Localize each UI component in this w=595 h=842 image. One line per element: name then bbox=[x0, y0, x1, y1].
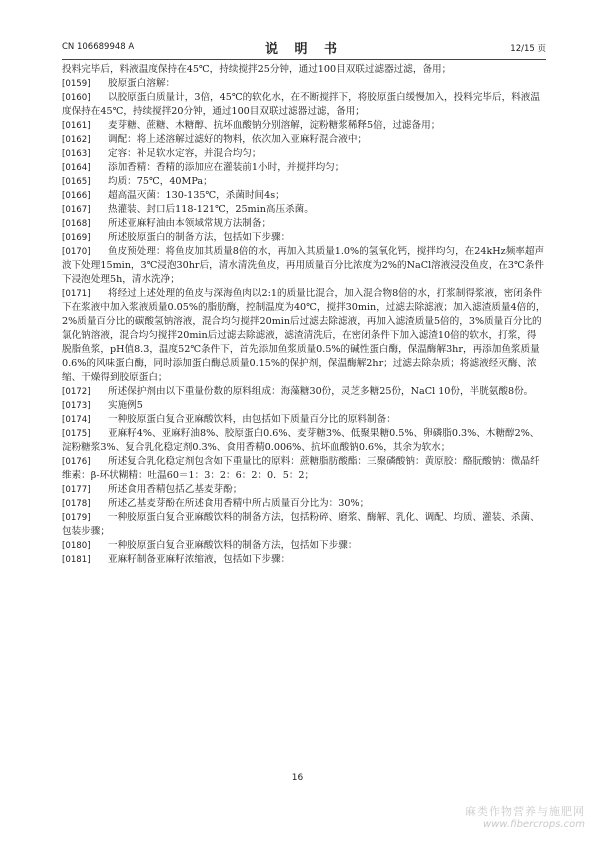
paragraph bbox=[62, 189, 546, 203]
paragraph-number: [0179] bbox=[62, 513, 91, 523]
paragraph-number: [0164] bbox=[62, 163, 91, 173]
watermark bbox=[465, 803, 585, 830]
paragraph-text: 均质：75℃，40MPa； bbox=[108, 176, 213, 187]
paragraph-text: 调配：将上述溶解过滤好的物料，依次加入亚麻籽混合液中； bbox=[108, 134, 368, 145]
paragraph bbox=[62, 553, 546, 567]
paragraph-text: 添加香精：香精的添加应在灌装前1小时，并搅拌均匀； bbox=[108, 162, 345, 173]
paragraph-text: 所述乙基麦芽酚在所述食用香精中所占质量百分比为：30%； bbox=[108, 498, 370, 509]
page-number: 16 bbox=[291, 773, 304, 783]
paragraph bbox=[62, 385, 546, 399]
paragraph-number: [0177] bbox=[62, 485, 91, 495]
paragraph-number: [0176] bbox=[62, 457, 91, 467]
paragraph-text: 实施例5 bbox=[108, 400, 143, 411]
paragraph bbox=[62, 455, 546, 483]
paragraph-text: 所述复合乳化稳定剂包含如下重量比的原料：蔗糖脂肪酸酯：三聚磷酸钠：黄原胶：酪朊酸钠：微晶纤维素：β-环状糊精：吐温60＝1：3：2：6：2：0．5：2； bbox=[62, 456, 540, 481]
watermark-url: www.fibercrops.com bbox=[483, 819, 585, 830]
paragraph-number: [0159] bbox=[62, 79, 91, 89]
paragraph bbox=[62, 287, 546, 385]
paragraph bbox=[62, 91, 546, 119]
paragraph-text: 所述食用香精包括乙基麦芽酚； bbox=[108, 484, 243, 495]
paragraph-number: [0171] bbox=[62, 289, 91, 299]
paragraph-text: 将经过上述处理的鱼皮与深海鱼肉以2:1的质量比混合，加入混合物8倍的水，打浆制得浆液，密闭条件下在浆液中加入浆液质量0.05%的脂肪酶，控制温度为40℃，搅拌30min，过滤去除滤液；加入滤渣质量4倍的，2%质量百分比的碳酸氢钠溶液，混合均匀搅拌20min后过滤去除滤液，再加入滤渣质量5倍的，3%质量百分比的氯化钠溶液，混合均匀搅拌20min后过滤去除滤液，滤渣清洗后，在密闭条件下加入滤渣10倍的软水，打浆，得脱脂鱼浆，pH值8.3，温度52℃条件下，首先添加鱼浆质量0.5%的碱性蛋白酶，保温酶解3hr，再添加鱼浆质量0.6%的风味蛋白酶，同时添加蛋白酶总质量0.15%的保护剂，保温酶解2hr；过滤去除杂质；将滤液经灭酶、浓缩、干燥得到胶原蛋白； bbox=[62, 288, 546, 383]
paragraph-text: 所述亚麻籽油由本领域常规方法制备； bbox=[108, 218, 272, 229]
paragraph bbox=[62, 399, 546, 413]
paragraph-number: [0168] bbox=[62, 219, 91, 229]
paragraph bbox=[62, 413, 546, 427]
paragraph-text: 所述保护剂由以下重量份数的原料组成：海藻糖30份，灵芝多糖25份，NaCl 10份，半胱氨酸8份。 bbox=[108, 386, 534, 397]
paragraph-number: [0178] bbox=[62, 499, 91, 509]
paragraph-text: 一种胶原蛋白复合亚麻酸饮料，由包括如下质量百分比的原料制备： bbox=[108, 414, 396, 425]
paragraph-text: 超高温灭菌：130-135℃，杀菌时间4s； bbox=[108, 190, 285, 201]
paragraph-number: [0173] bbox=[62, 401, 91, 411]
paragraph bbox=[62, 147, 546, 161]
paragraph-number: [0165] bbox=[62, 177, 91, 187]
paragraph bbox=[62, 119, 546, 133]
paragraph bbox=[62, 175, 546, 189]
paragraph bbox=[62, 77, 546, 91]
paragraph-number: [0181] bbox=[62, 555, 91, 565]
paragraph bbox=[62, 203, 546, 217]
patent-number: CN 106689948 A bbox=[62, 42, 135, 52]
paragraph-number: [0172] bbox=[62, 387, 91, 397]
header-rule bbox=[62, 59, 546, 60]
paragraph-number: [0166] bbox=[62, 191, 91, 201]
page-header bbox=[62, 40, 546, 58]
paragraph bbox=[62, 539, 546, 553]
paragraph bbox=[62, 245, 546, 287]
paragraph-text: 定容：补足软水定容，并混合均匀； bbox=[108, 148, 262, 159]
paragraph-text: 一种胶原蛋白复合亚麻酸饮料的制备方法，包括如下步骤： bbox=[108, 540, 358, 551]
paragraph bbox=[62, 63, 546, 77]
paragraph-number: [0162] bbox=[62, 135, 91, 145]
document-body bbox=[62, 63, 546, 567]
paragraph bbox=[62, 231, 546, 245]
paragraph-number: [0175] bbox=[62, 429, 91, 439]
paragraph-number: [0170] bbox=[62, 247, 91, 257]
watermark-site-name: 麻类作物营养与施肥网 bbox=[465, 805, 585, 818]
paragraph-text: 亚麻籽4%、亚麻籽油8%、胶原蛋白0.6%、麦芽糖3%、低聚果糖0.5%、卵磷脂0.3%、木糖醇2%、淀粉糖浆3%、复合乳化稳定剂0.3%、食用香精0.006%、抗坏血酸钠0.6%，其余为软水； bbox=[62, 428, 540, 453]
paragraph-number: [0160] bbox=[62, 93, 91, 103]
document-title: 说 明 书 bbox=[264, 42, 344, 57]
paragraph bbox=[62, 217, 546, 231]
paragraph bbox=[62, 497, 546, 511]
paragraph-text: 热灌装、封口后118-121℃，25min高压杀菌。 bbox=[108, 204, 314, 215]
paragraph-text: 以胶原蛋白质量计，3倍，45℃的软化水，在不断搅拌下，将胶原蛋白缓慢加入，投料完毕后，料液温度保持在45℃，持续搅拌20分钟，通过100目双联过滤器过滤，备用； bbox=[62, 92, 540, 117]
paragraph-text: 一种胶原蛋白复合亚麻酸饮料的制备方法，包括粉碎、磨浆、酶解、乳化、调配、均质、灌装、杀菌、包装步骤； bbox=[62, 512, 540, 537]
paragraph-number: [0174] bbox=[62, 415, 91, 425]
paragraph bbox=[62, 483, 546, 497]
paragraph bbox=[62, 511, 546, 539]
paragraph-number: [0169] bbox=[62, 233, 91, 243]
paragraph-number: [0163] bbox=[62, 149, 91, 159]
paragraph-text: 鱼皮预处理：将鱼皮加其质量8倍的水，再加入其质量1.0%的氢氧化钙，搅拌均匀，在24kHz频率超声波下处理15min，3℃浸泡30hr后，清水清洗鱼皮，再用质量百分比浓度为2%的NaCl溶液浸没鱼皮，在3℃条件下浸泡处理5h，清水洗净； bbox=[62, 246, 545, 285]
paragraph-text: 投料完毕后，料液温度保持在45℃，持续搅拌25分钟，通过100目双联过滤器过滤，备用； bbox=[62, 64, 452, 75]
paragraph-number: [0180] bbox=[62, 541, 91, 551]
paragraph bbox=[62, 427, 546, 455]
paragraph-number: [0167] bbox=[62, 205, 91, 215]
paragraph-number: [0161] bbox=[62, 121, 91, 131]
paragraph-text: 麦芽糖、蔗糖、木糖醇、抗坏血酸钠分别溶解，淀粉糖浆稀释5倍，过滤备用； bbox=[108, 120, 441, 131]
paragraph-text: 所述胶原蛋白的制备方法，包括如下步骤： bbox=[108, 232, 291, 243]
paragraph bbox=[62, 161, 546, 175]
paragraph-text: 亚麻籽制备亚麻籽浓缩液，包括如下步骤： bbox=[108, 554, 291, 565]
paragraph bbox=[62, 133, 546, 147]
paragraph-text: 胶原蛋白溶解： bbox=[108, 78, 176, 89]
page-counter: 12/15 页 bbox=[510, 44, 546, 54]
